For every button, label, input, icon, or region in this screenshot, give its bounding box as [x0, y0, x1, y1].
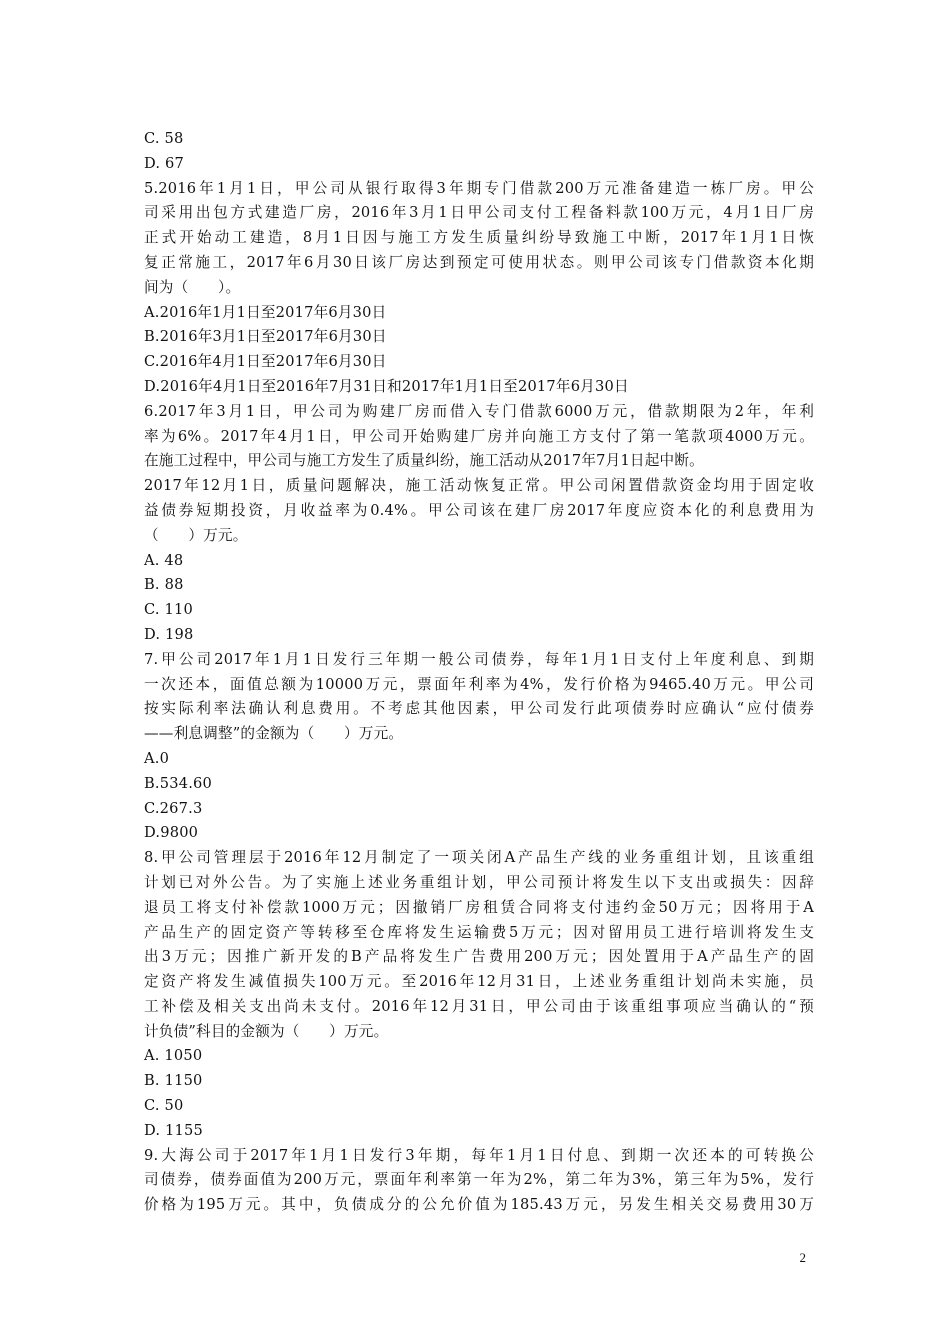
question-6-text: 2017年12月1日，质量问题解决，施工活动恢复正常。甲公司闲置借款资金均用于固定收	[144, 477, 814, 495]
question-5-text: 正式开始动工建造，8月1日因与施工方发生质量纠纷导致施工中断，2017年1月1日恢	[144, 229, 814, 247]
question-8-text: 计划已对外公告。为了实施上述业务重组计划，甲公司预计将发生以下支出或损失：因辞	[144, 873, 814, 891]
option-line: D. 198	[144, 625, 194, 643]
question-8-text: 工补偿及相关支出尚未支付。2016年12月31日，甲公司由于该重组事项应当确认的“预	[144, 997, 814, 1015]
question-6-text: 益债券短期投资，月收益率为0.4%。甲公司该在建厂房2017年度应资本化的利息费用为	[144, 501, 814, 519]
option-line: C.267.3	[144, 799, 203, 817]
option-line: B.2016年3月1日至2017年6月30日	[144, 328, 387, 346]
option-line: A. 1050	[144, 1047, 203, 1065]
question-9-text: 司债券，债券面值为200万元，票面年利率第一年为2%，第二年为3%，第三年为5%，发行	[144, 1171, 814, 1189]
option-line: C.2016年4月1日至2017年6月30日	[144, 353, 387, 371]
option-line: A.2016年1月1日至2017年6月30日	[144, 303, 387, 321]
option-line: D. 1155	[144, 1121, 203, 1139]
option-line: D. 67	[144, 154, 185, 172]
option-line: D.2016年4月1日至2016年7月31日和2017年1月1日至2017年6月30日	[144, 377, 629, 395]
question-7-text: 7.甲公司2017年1月1日发行三年期一般公司债券，每年1月1日支付上年度利息、到期	[144, 650, 814, 668]
question-8-text: 8.甲公司管理层于2016年12月制定了一项关闭A产品生产线的业务重组计划，且该重组	[144, 849, 814, 867]
question-6-text: 6.2017年3月1日，甲公司为购建厂房而借入专门借款6000万元，借款期限为2年，年利	[144, 402, 814, 420]
question-5-text: 5.2016年1月1日，甲公司从银行取得3年期专门借款200万元准备建造一栋厂房。甲公	[144, 179, 814, 197]
option-line: B. 1150	[144, 1072, 203, 1090]
question-6-text: 在施工过程中，甲公司与施工方发生了质量纠纷，施工活动从2017年7月1日起中断。	[144, 452, 704, 470]
page-number: 2	[799, 1250, 806, 1265]
question-9-text: 9.大海公司于2017年1月1日发行3年期，每年1月1日付息、到期一次还本的可转换公	[144, 1146, 814, 1164]
question-5-text: 复正常施工，2017年6月30日该厂房达到预定可使用状态。则甲公司该专门借款资本化期	[144, 253, 814, 271]
question-8-text: 退员工将支付补偿款1000万元；因撤销厂房租赁合同将支付违约金50万元；因将用于A	[144, 898, 814, 916]
option-line: B.534.60	[144, 774, 213, 792]
question-8-text: 计负债”科目的金额为（ ）万元。	[144, 1022, 389, 1040]
question-8-text: 定资产将发生减值损失100万元。至2016年12月31日，上述业务重组计划尚未实施，员	[144, 973, 814, 991]
option-line: A. 48	[144, 551, 184, 569]
question-7-text: 按实际利率法确认利息费用。不考虑其他因素，甲公司发行此项债券时应确认“应付债券	[144, 700, 814, 718]
page-body	[144, 127, 814, 1218]
question-5-text: 司采用出包方式建造厂房，2016年3月1日甲公司支付工程备料款100万元，4月1日厂房	[144, 204, 814, 222]
question-9-text: 价格为195万元。其中，负债成分的公允价值为185.43万元，另发生相关交易费用30万	[144, 1196, 814, 1214]
option-line: C. 58	[144, 130, 184, 147]
option-line: B. 88	[144, 576, 184, 594]
option-line: C. 50	[144, 1097, 184, 1115]
question-8-text: 产品生产的固定资产等转移至仓库将发生运输费5万元；因对留用员工进行培训将发生支	[144, 923, 814, 941]
question-7-text: ——利息调整”的金额为（ ）万元。	[144, 725, 404, 743]
option-line: A.0	[144, 749, 170, 767]
option-line: C. 110	[144, 601, 193, 619]
question-6-text: 率为6%。2017年4月1日，甲公司开始购建厂房并向施工方支付了第一笔款项4000万元。	[144, 427, 814, 445]
option-line: D.9800	[144, 824, 199, 842]
question-5-text: 间为（ ）。	[144, 278, 241, 296]
question-8-text: 出3万元；因推广新开发的B产品将发生广告费用200万元；因处置用于A产品生产的固	[144, 948, 814, 966]
question-7-text: 一次还本，面值总额为10000万元，票面年利率为4%，发行价格为9465.40万元。甲公司	[144, 675, 814, 693]
question-6-text: （ ）万元。	[144, 526, 248, 544]
